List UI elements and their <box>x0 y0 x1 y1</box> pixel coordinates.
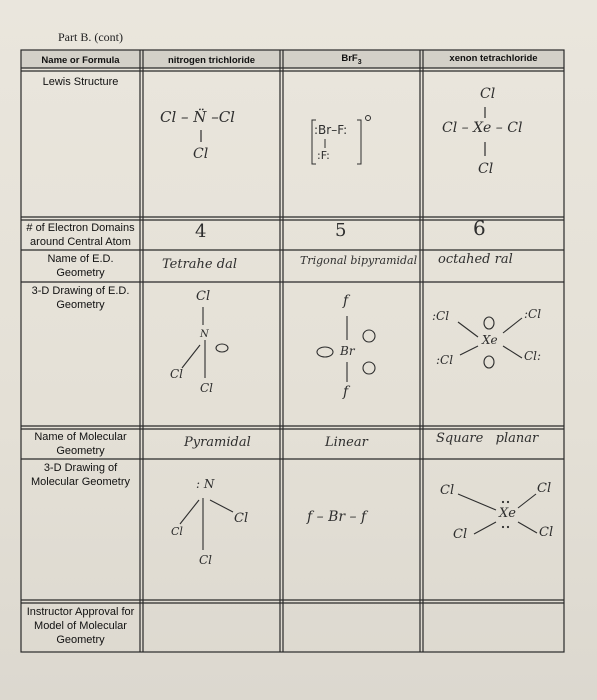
ncl3-mol-left: Cl <box>171 525 183 538</box>
xecl4-mol-center: Xe <box>499 506 516 521</box>
row-label-mol-geometry: Name of Molecular Geometry <box>34 431 127 457</box>
brf3-lewis-top: :Br–F: <box>314 123 348 137</box>
xecl4-lewis-bottom: Cl <box>478 161 494 177</box>
part-title: Part B. (cont) <box>58 30 123 44</box>
xecl4-mol-rb: Cl <box>539 525 554 540</box>
brf3-mol-geometry: Linear <box>325 435 368 450</box>
ncl3-mol-geometry: Pyramidal <box>184 435 251 450</box>
brf3-ed-bottom: f <box>343 384 349 400</box>
brf3-ed-center: Br <box>340 344 355 358</box>
ncl3-mol-bottom: Cl <box>199 553 213 567</box>
row-label-mol-3d: 3-D Drawing of Molecular Geometry <box>30 462 131 488</box>
header-brf3-formula: BrF <box>341 53 358 64</box>
xecl4-lewis-top: Cl <box>480 86 496 102</box>
xecl4-ed-center: Xe <box>482 333 498 347</box>
ncl3-ed-geometry: Tetrahe dal <box>162 257 237 272</box>
ncl3-lewis-top: Cl – N̈ –Cl <box>160 108 235 126</box>
xecl4-mol-lt: Cl <box>440 483 455 498</box>
brf3-domains: 5 <box>335 220 347 241</box>
xecl4-ed-left: :Cl <box>432 309 450 323</box>
row-label-instructor-approval: Instructor Approval for Model of Molecular Geometry <box>26 606 135 646</box>
xecl4-ed-right-top: :Cl <box>524 307 542 321</box>
xecl4-lewis-mid: Cl – Xe – Cl <box>442 120 523 136</box>
xecl4-ed-left-bottom: :Cl <box>436 353 454 367</box>
row-label-electron-domains: # of Electron Domains around Central Atom <box>26 222 135 248</box>
ncl3-ed-top: Cl <box>196 289 211 304</box>
header-nitrogen-trichloride: nitrogen trichloride <box>167 55 256 66</box>
ncl3-ed-n: N <box>200 329 209 340</box>
brf3-mol: f – Br – f <box>307 509 367 525</box>
row-label-ed-geometry: Name of E.D. Geometry <box>47 253 114 279</box>
ncl3-ed-left: Cl <box>170 367 184 381</box>
ncl3-ed-bottom: Cl <box>200 381 214 395</box>
brf3-lewis-bottom: :F: <box>317 149 330 162</box>
xecl4-mol-lb: Cl <box>453 527 468 542</box>
row-label-lewis: Lewis Structure <box>42 76 119 88</box>
ncl3-mol-n: : N <box>196 477 215 491</box>
xecl4-mol-rt: Cl <box>537 481 552 496</box>
xecl4-ed-geometry: octahed ral <box>438 252 513 267</box>
brf3-ed-top: f <box>343 293 349 309</box>
ncl3-lewis-bottom: Cl <box>193 146 209 162</box>
ncl3-mol-right: Cl <box>234 511 249 526</box>
row-label-ed-3d: 3-D Drawing of E.D. Geometry <box>31 285 130 311</box>
header-name-or-formula: Name or Formula <box>41 55 120 66</box>
ncl3-domains: 4 <box>195 221 207 242</box>
xecl4-ed-right-bottom: Cl: <box>524 349 542 363</box>
xecl4-mol-geometry: Square planar <box>436 431 539 446</box>
xecl4-domains: 6 <box>473 216 486 240</box>
header-xenon-tetrachloride: xenon tetrachloride <box>449 53 538 64</box>
brf3-ed-geometry: Trigonal bipyramidal <box>300 254 418 267</box>
header-brf3-subscript: 3 <box>357 58 362 66</box>
